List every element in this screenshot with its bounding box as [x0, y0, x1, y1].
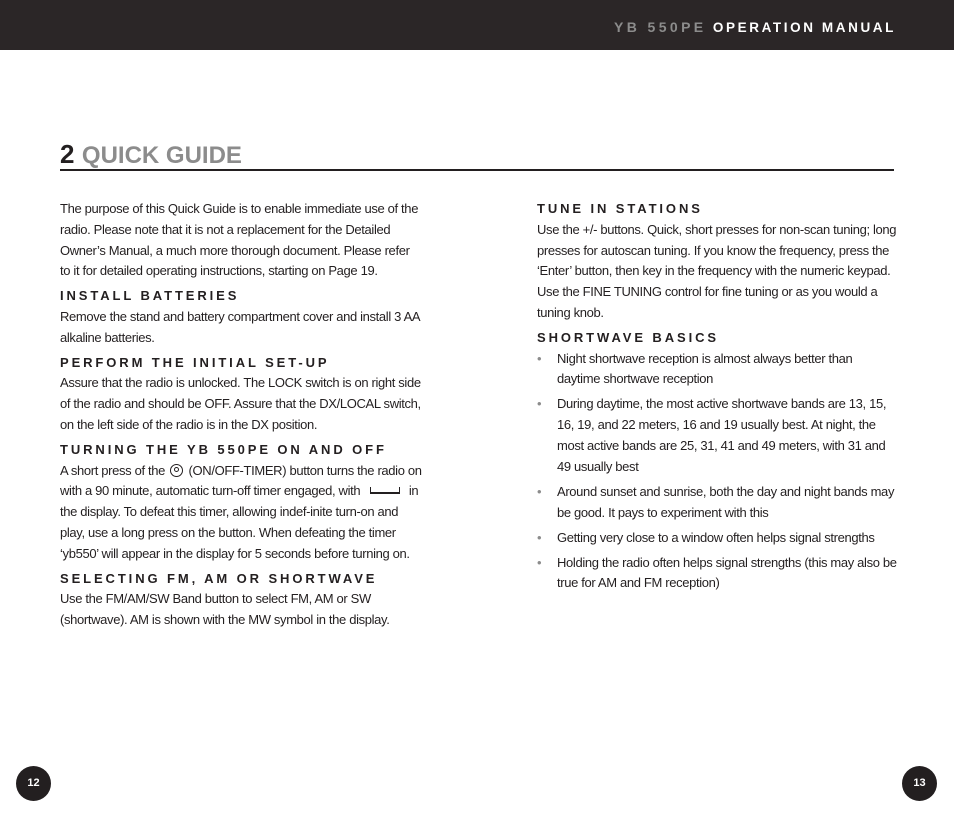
bullet-dot-icon: •	[537, 396, 542, 412]
power-button-icon	[170, 464, 183, 477]
turning-text-middle: (ON/OFF-TIMER) button turns the radio on with a 90 minute, automatic turn-off timer engaged, with	[60, 462, 422, 499]
tune-stations-text: Use the +/- buttons. Quick, short presses for non-scan tuning; long presses for autoscan tuning. If you know the frequency, press the ‘Enter’ button, then key in the frequency with the numeric keypad. Use the FINE TUNING control for fine tuning or as you would a tuning knob.	[537, 221, 897, 320]
list-item	[537, 528, 897, 549]
turning-text-start: A short press of the	[60, 462, 166, 478]
bullet-text: During daytime, the most active shortwave bands are 13, 15, 16, 19, and 22 meters, 16 and 19 usually best. At night, the most active bands are 25, 31, 41 and 49 meters, with 31 and 49 usually best	[557, 396, 887, 474]
header-title	[614, 19, 896, 35]
section-heading	[60, 139, 894, 171]
page-number-left: 12	[16, 766, 51, 801]
list-item	[537, 482, 897, 524]
list-item	[537, 394, 897, 477]
sleep-timer-display-icon	[370, 487, 400, 494]
page-number-right: 13	[902, 766, 937, 801]
header-manual-label: OPERATION MANUAL	[712, 20, 896, 35]
bullet-text: Night shortwave reception is almost always better than daytime shortwave reception	[557, 350, 853, 387]
install-batteries-text: Remove the stand and battery compartment cover and install 3 AA alkaline batteries.	[60, 308, 420, 345]
bullet-dot-icon: •	[537, 554, 542, 570]
bullet-text: Around sunset and sunrise, both the day and night bands may be good. It pays to experiment with this	[557, 483, 895, 520]
turning-text-end: in the display. To defeat this timer, allowing indef-inite turn-on and play, use a long press on the button. When defeating the timer ‘yb550’ will appear in the display for 5 seconds before turning on.	[60, 483, 419, 561]
bullet-dot-icon: •	[537, 529, 542, 545]
bullet-text: Getting very close to a window often helps signal strengths	[557, 529, 875, 545]
shortwave-bullet-list	[537, 349, 897, 595]
bullet-dot-icon: •	[537, 350, 542, 366]
install-batteries-heading: INSTALL BATTERIES	[60, 288, 240, 304]
selecting-band-text: Use the FM/AM/SW Band button to select FM, AM or SW (shortwave). AM is shown with the MW symbol in the display.	[60, 591, 390, 628]
tune-stations-heading: TUNE IN STATIONS	[537, 201, 703, 216]
list-item	[537, 553, 897, 595]
bullet-text: Holding the radio often helps signal strengths (this may also be true for AM and FM reception)	[557, 554, 897, 591]
list-item	[537, 349, 897, 391]
initial-setup-text: Assure that the radio is unlocked. The LOCK switch is on right side of the radio and should be OFF. Assure that the DX/LOCAL switch, on the left side of the radio is in the DX position.	[60, 375, 421, 432]
turning-on-off-heading: TURNING THE YB 550PE ON AND OFF	[60, 441, 387, 457]
header-model-name: YB 550PE	[613, 19, 707, 35]
section-number: 2	[60, 139, 75, 169]
shortwave-basics-heading: SHORTWAVE BASICS	[537, 329, 719, 345]
left-column	[60, 199, 422, 631]
bullet-dot-icon: •	[537, 483, 542, 499]
initial-setup-heading: PERFORM THE INITIAL SET-UP	[60, 354, 330, 370]
right-column	[537, 199, 897, 598]
selecting-band-heading: SELECTING FM, AM OR SHORTWAVE	[60, 570, 378, 586]
intro-paragraph: The purpose of this Quick Guide is to enable immediate use of the radio. Please note that it is not a replacement for the Detailed Owner’s Manual, a much more thorough document. Please refer to it for detailed operating instructions, starting on Page 19.	[60, 201, 419, 279]
section-title: QUICK GUIDE	[81, 142, 242, 169]
turning-on-off-text	[60, 461, 422, 565]
header-bar	[0, 0, 954, 50]
